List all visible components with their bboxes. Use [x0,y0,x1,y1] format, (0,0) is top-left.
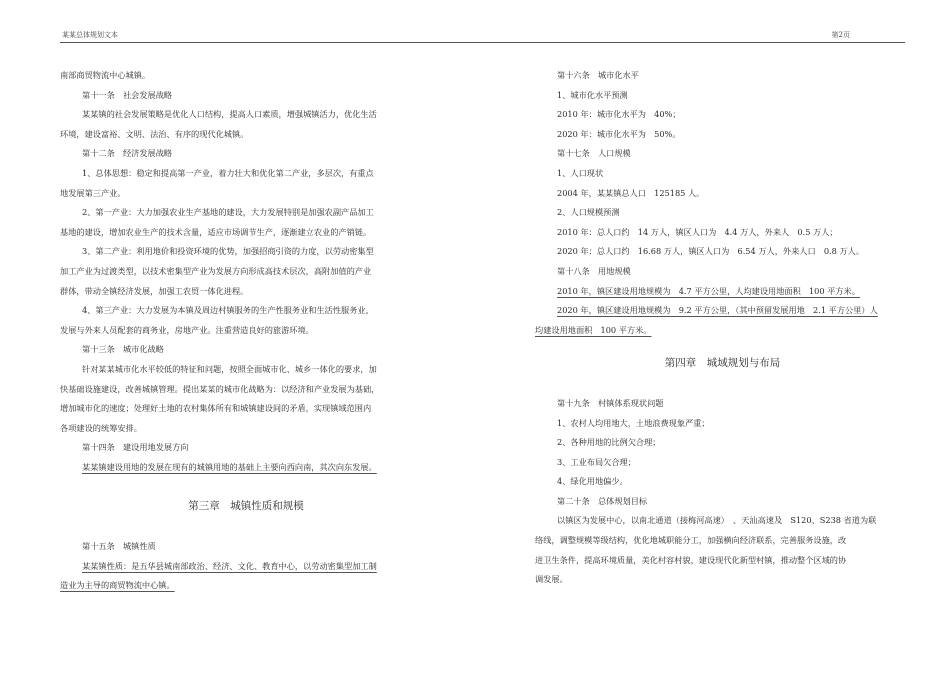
right-column [535,66,910,590]
article-heading: 第十五条 城镇性质 [82,541,156,552]
chapter-heading: 第四章 城域规划与布局 [664,357,781,370]
paragraph-line: 3、工业布局欠合理； [557,456,636,467]
page-number: 第2页 [831,31,850,39]
paragraph-line: 快基础设施建设，改善城镇管理。提出某某的城市化战略为：以经济和产业发展为基础， [60,383,380,394]
paragraph-line: 2004 年，某某镇总人口 125185 人。 [557,187,705,198]
paragraph-line: 群体，带动全镇经济发展，加强工农贸一体化进程。 [60,285,249,296]
paragraph-line: 基地的建设，增加农业生产的技术含量，适应市场调节生产，逐渐建立农业的产销链。 [60,226,372,237]
paragraph-line-underlined: 造业为主导的商贸物流中心镇。 [60,580,175,591]
paragraph-line-underlined: 某某镇性质：是五华县城南部政治、经济、文化、教育中心，以劳动密集型加工制 [82,560,377,571]
paragraph-line: 2010 年：城市化水平为 40%； [557,109,681,120]
paragraph-line: 4、绿化用地偏少。 [557,476,628,487]
article-heading: 第十四条 建设用地发展方向 [82,442,189,453]
paragraph-line-underlined: 某某镇建设用地的发展在现有的城镇用地的基础上主要向西向南，其次向东发展。 [82,461,377,472]
paragraph-line-underlined: 均建设用地面积 100 平方米。 [535,324,652,335]
paragraph-line: 2010 年：总人口约 14 万人，镇区人口为 4.4 万人，外来人 0.5 万人； [557,226,838,237]
paragraph-line: 4、第三产业：大力发展为本镇及周边村镇服务的生产性服务业和生活性服务业， [82,305,374,316]
paragraph-line-underlined: 2010 年，镇区建设用地规模为 4.7 平方公里，人均建设用地面积 100 平方米。 [557,285,860,296]
paragraph-line: 地发展第三产业。 [60,187,126,198]
paragraph-line: 2、第一产业：大力加强农业生产基地的建设，大力发展特别是加强农副产品加工 [82,207,374,218]
paragraph-line: 1、农村人均用地大，土地浪费现象严重； [557,417,710,428]
article-heading: 第十八条 用地规模 [557,265,631,276]
paragraph-line: 络线，调整规模等级结构，优化地城职能分工，加强横向经济联系，完善服务设施，改 [535,535,847,546]
paragraph-line: 1、城市化水平预测 [557,89,628,100]
paragraph-line: 环境，建设富裕、文明、法治、有序的现代化城镇。 [60,128,249,139]
paragraph-line: 2020 年：城市化水平为 50%。 [557,128,681,139]
paragraph-line: 针对某某城市化水平较低的特征和问题，按照全面城市化、城乡一体化的要求，加 [82,363,377,374]
paragraph-line: 3、第二产业：利用地价和投资环境的优势，加强招商引资的力度，以劳动密集型 [82,246,374,257]
article-heading: 第十六条 城市化水平 [557,70,639,80]
paragraph-line: 调发展。 [535,574,568,585]
article-heading: 第十九条 村镇体系现状问题 [557,397,664,408]
paragraph-line: 2020 年：总人口约 16.68 万人，镇区人口为 6.54 万人，外来人口 0.8 万人。 [557,246,865,257]
article-heading: 第二十条 总体规划目标 [557,495,648,506]
paragraph-line: 2、人口规模预测 [557,207,620,218]
left-column [60,66,432,596]
article-heading: 第十七条 人口规模 [557,148,631,159]
chapter-heading: 第三章 城镇性质和规模 [188,500,304,513]
article-heading: 第十三条 城市化战略 [82,344,164,355]
paragraph-line: 以镇区为发展中心，以南北通道（接梅河高速） 、天汕高速及 S120、S238 省道为联 [557,515,877,526]
paragraph-line: 1、总体思想：稳定和提高第一产业，着力壮大和优化第二产业，多层次，有重点 [82,167,374,178]
paragraph-line-underlined: 2020 年，镇区建设用地规模为 9.2 平方公里，（其中预留发展用地 2.1 平方公里）人 [557,305,878,316]
paragraph-line: 某某镇的社会发展策略是优化人口结构，提高人口素质，增强城镇活力，优化生活 [82,109,377,120]
paragraph-line: 进卫生条件，提高环境质量，美化村容村貌，建设现代化新型村镇，推动整个区域的协 [535,554,847,565]
paragraph-line: 增加城市化的速度；处理好土地的农村集体所有和城镇建设间的矛盾，实现镇域范围内 [60,403,372,414]
paragraph-line: 发展与外来人员配套的商务业，房地产业。注重营造良好的旅游环境。 [60,324,314,335]
paragraph-line: 南部商贸物流中心城镇。 [60,70,151,80]
article-heading: 第十一条 社会发展战略 [82,89,173,100]
paragraph-line: 各项建设的统筹安排。 [60,422,142,433]
paragraph-line: 2、各种用地的比例欠合理； [557,437,661,448]
paragraph-line: 加工产业为过渡类型，以技术密集型产业为发展方向形成高技术层次，高附加值的产业 [60,265,372,276]
document-title: 某某总体规划文本 [62,31,118,39]
paragraph-line: 1、人口现状 [557,167,604,178]
header-rule [60,42,905,43]
article-heading: 第十二条 经济发展战略 [82,148,173,159]
